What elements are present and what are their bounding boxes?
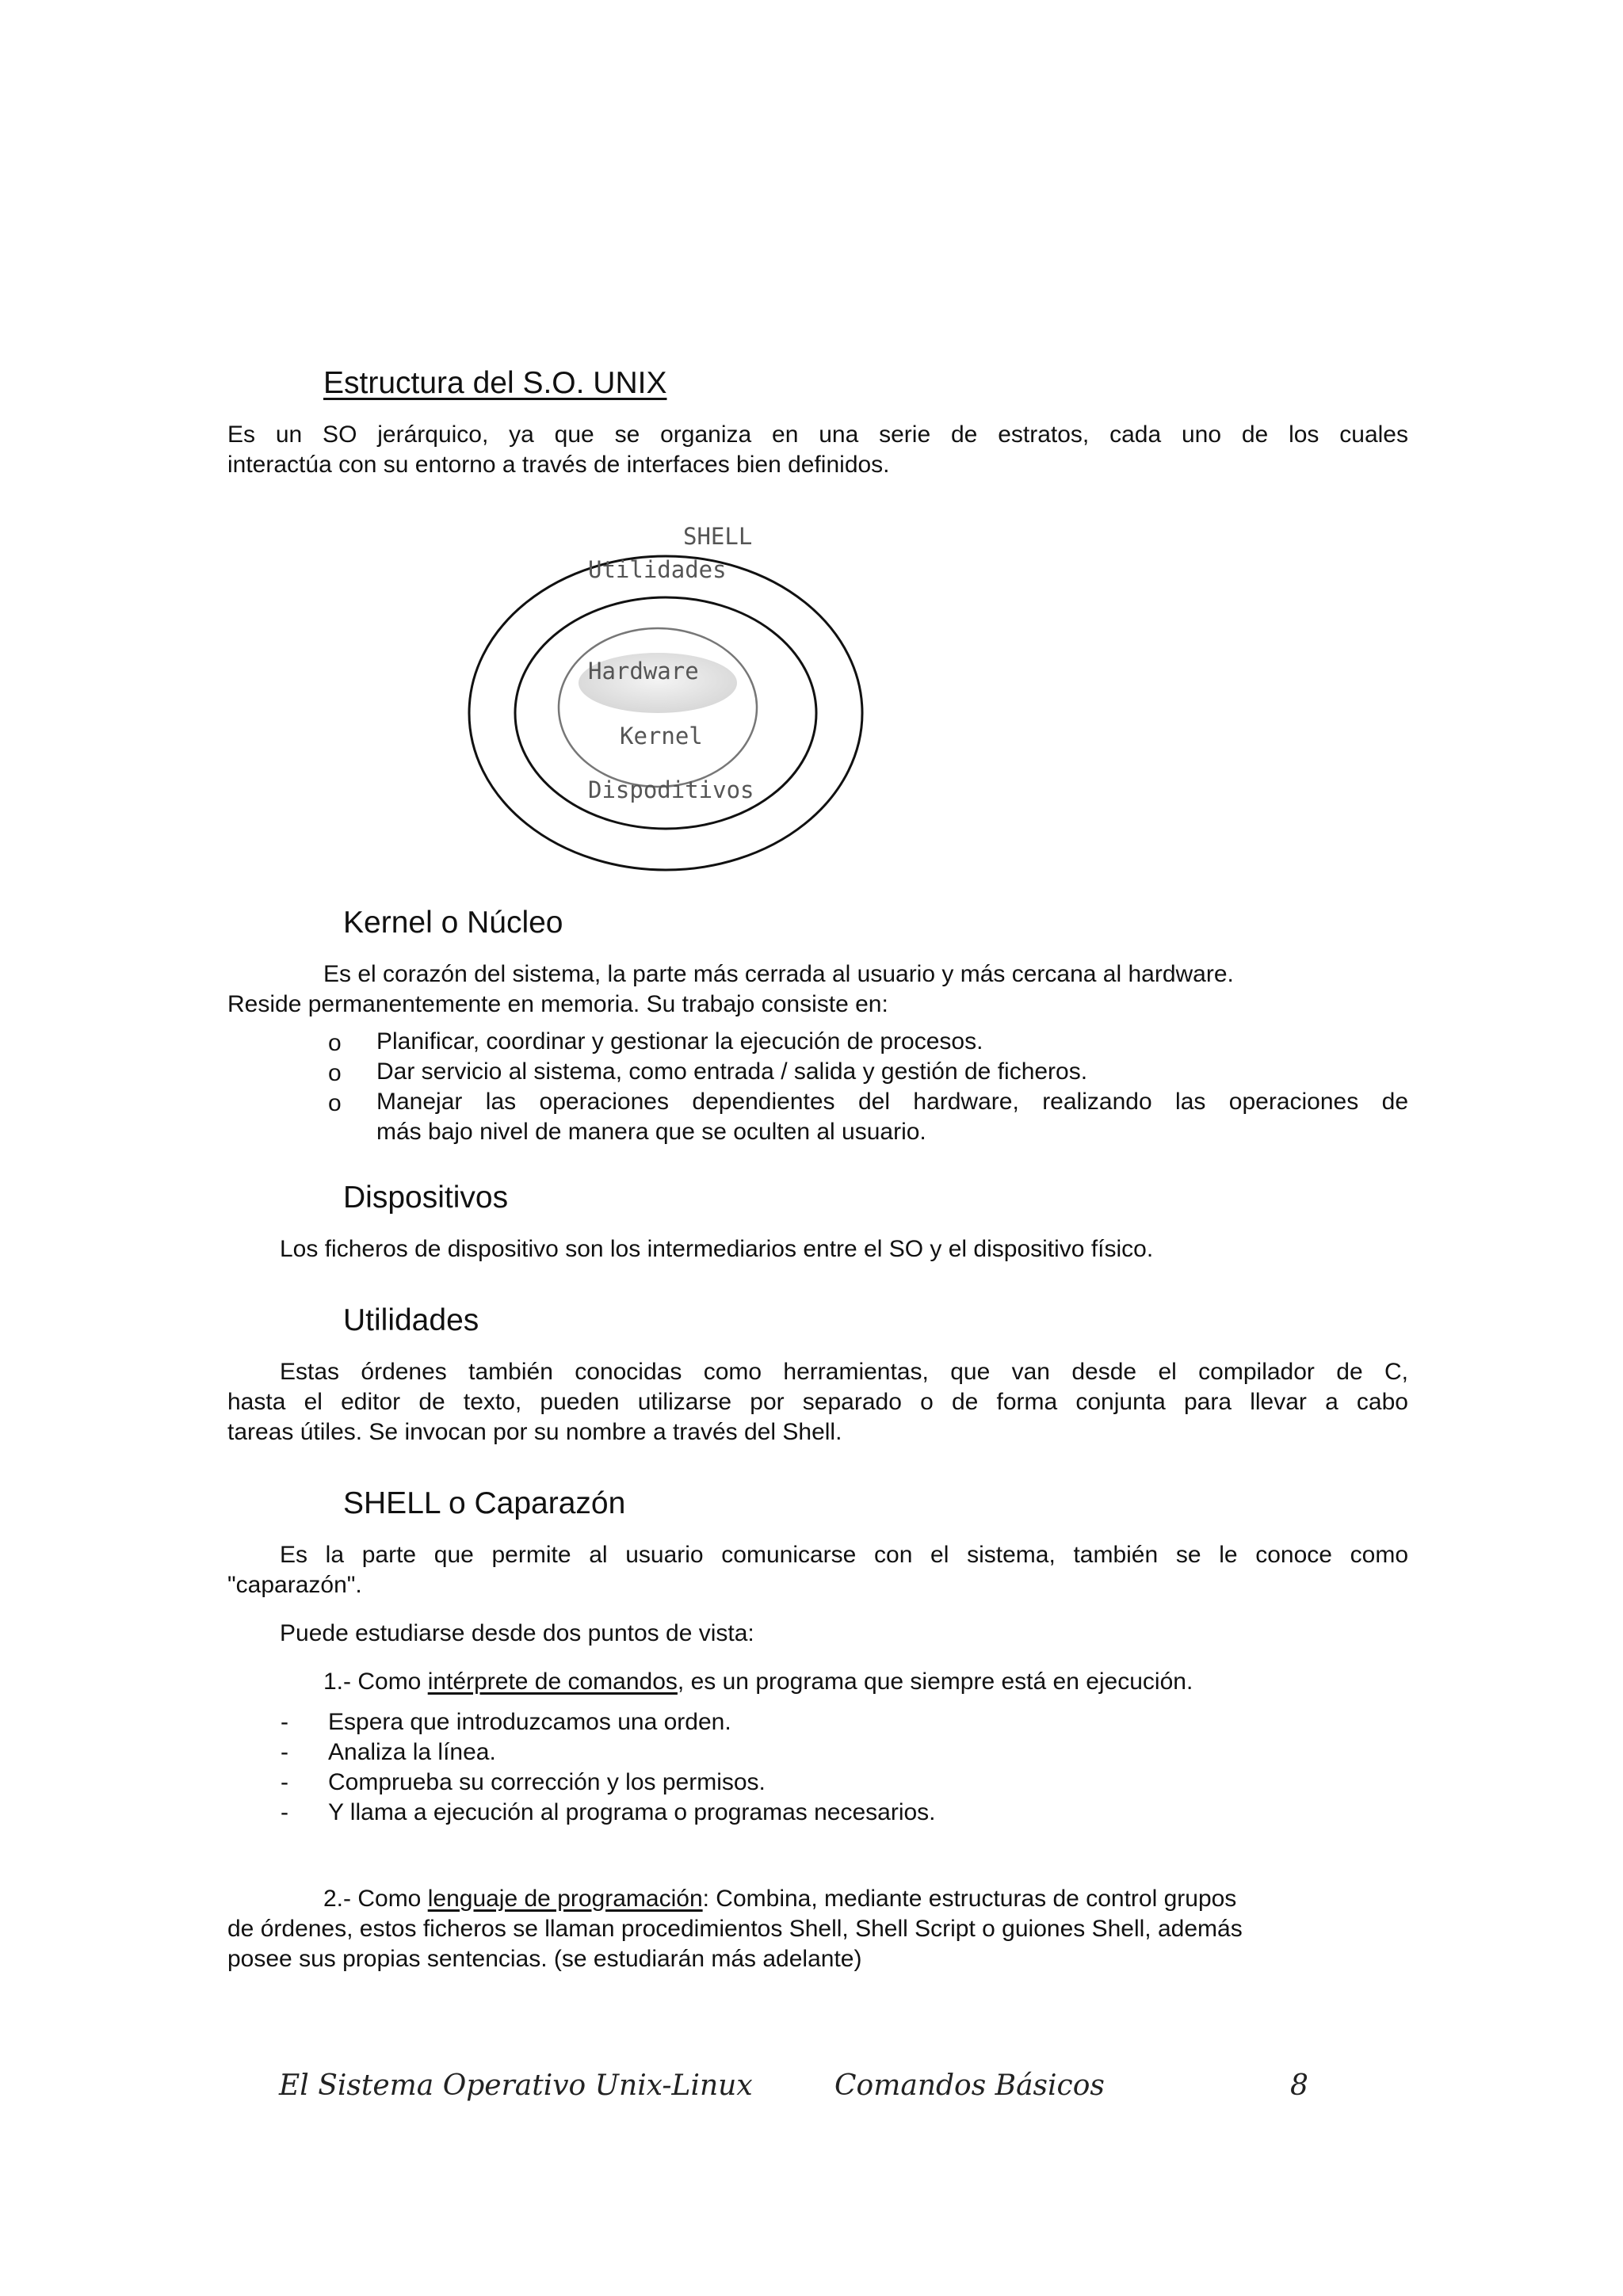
shell-dash-item-2: Analiza la línea.: [328, 1739, 496, 1765]
diagram-label-hardware: Hardware: [588, 658, 699, 685]
shell-item-2-suffix: : Combina, mediante estructuras de control grupos: [702, 1886, 1237, 1912]
kernel-intro-line-2: Reside permanentemente en memoria. Su trabajo consiste en:: [227, 991, 888, 1017]
kernel-item-3: Manejar las operaciones dependientes del hardware, realizando las operaciones de: [376, 1089, 1408, 1115]
footer-page-number: 8: [1290, 2069, 1308, 2102]
shell-line-1: Es la parte que permite al usuario comunicarse con el sistema, también se le conoce como: [280, 1542, 1408, 1568]
bullet-marker: o: [328, 1090, 342, 1116]
shell-item-1-prefix: 1.- Como: [323, 1669, 428, 1695]
dash-marker: -: [281, 1799, 288, 1825]
dash-marker: -: [281, 1769, 288, 1795]
bullet-marker: o: [328, 1060, 342, 1086]
kernel-intro-line-1: Es el corazón del sistema, la parte más cerrada al usuario y más cercana al hardware.: [323, 961, 1234, 987]
footer-document-title: El Sistema Operativo Unix-Linux: [279, 2069, 753, 2102]
lenguaje-de-programacion-text: lenguaje de programación: [427, 1886, 703, 1912]
kernel-item-2: Dar servicio al sistema, como entrada / salida y gestión de ficheros.: [376, 1058, 1088, 1085]
unix-layers-diagram: [0, 0, 1623, 895]
bullet-marker: o: [328, 1030, 342, 1056]
shell-dash-item-1: Espera que introduzcamos una orden.: [328, 1709, 731, 1735]
shell-item-1-suffix: , es un programa que siempre está en ejecución.: [677, 1669, 1193, 1695]
kernel-heading: Kernel o Núcleo: [343, 906, 563, 940]
shell-dash-item-3: Comprueba su corrección y los permisos.: [328, 1769, 766, 1795]
shell-puntos-de-vista: Puede estudiarse desde dos puntos de vista:: [280, 1620, 754, 1646]
shell-item-2-prefix: 2.- Como: [323, 1886, 428, 1912]
shell-layer-ellipse: [469, 556, 862, 870]
utilidades-heading: Utilidades: [343, 1303, 479, 1337]
footer-section-title: Comandos Básicos: [834, 2069, 1105, 2102]
shell-item-2-line-2: de órdenes, estos ficheros se llaman procedimientos Shell, Shell Script o guiones Shell, además: [227, 1916, 1243, 1942]
shell-heading: SHELL o Caparazón: [343, 1486, 626, 1520]
shell-line-2: "caparazón".: [227, 1572, 362, 1598]
dispositivos-paragraph: Los ficheros de dispositivo son los intermediarios entre el SO y el dispositivo físico.: [280, 1236, 1154, 1262]
shell-item-1: [323, 1667, 1193, 1697]
utilidades-line-2: hasta el editor de texto, pueden utilizarse por separado o de forma conjunta para llevar a cabo: [227, 1389, 1408, 1415]
utilidades-line-1: Estas órdenes también conocidas como herramientas, que van desde el compilador de C,: [280, 1359, 1408, 1385]
kernel-item-1: Planificar, coordinar y gestionar la ejecución de procesos.: [376, 1028, 983, 1055]
estructura-paragraph-line-1: Es un SO jerárquico, ya que se organiza en una serie de estratos, cada uno de los cuales: [227, 421, 1408, 448]
interprete-de-comandos-text: intérprete de comandos: [427, 1669, 678, 1695]
diagram-label-dispositivos: Dispoditivos: [588, 776, 754, 803]
diagram-label-kernel: Kernel: [620, 723, 703, 749]
dash-marker: -: [281, 1739, 288, 1765]
dash-marker: -: [281, 1709, 288, 1735]
utilidades-line-3: tareas útiles. Se invocan por su nombre a través del Shell.: [227, 1419, 842, 1445]
dispositivos-heading: Dispositivos: [343, 1180, 509, 1215]
shell-item-2-line-3: posee sus propias sentencias. (se estudiarán más adelante): [227, 1946, 862, 1972]
page-title: Estructura del S.O. UNIX: [323, 366, 667, 400]
shell-dash-item-4: Y llama a ejecución al programa o programas necesarios.: [328, 1799, 936, 1825]
diagram-label-shell: SHELL: [683, 523, 753, 550]
estructura-paragraph-line-2: interactúa con su entorno a través de interfaces bien definidos.: [227, 452, 890, 478]
diagram-label-utilidades: Utilidades: [588, 556, 727, 583]
kernel-item-3-continued: más bajo nivel de manera que se oculten al usuario.: [376, 1119, 926, 1145]
shell-item-2: [323, 1884, 1236, 1914]
